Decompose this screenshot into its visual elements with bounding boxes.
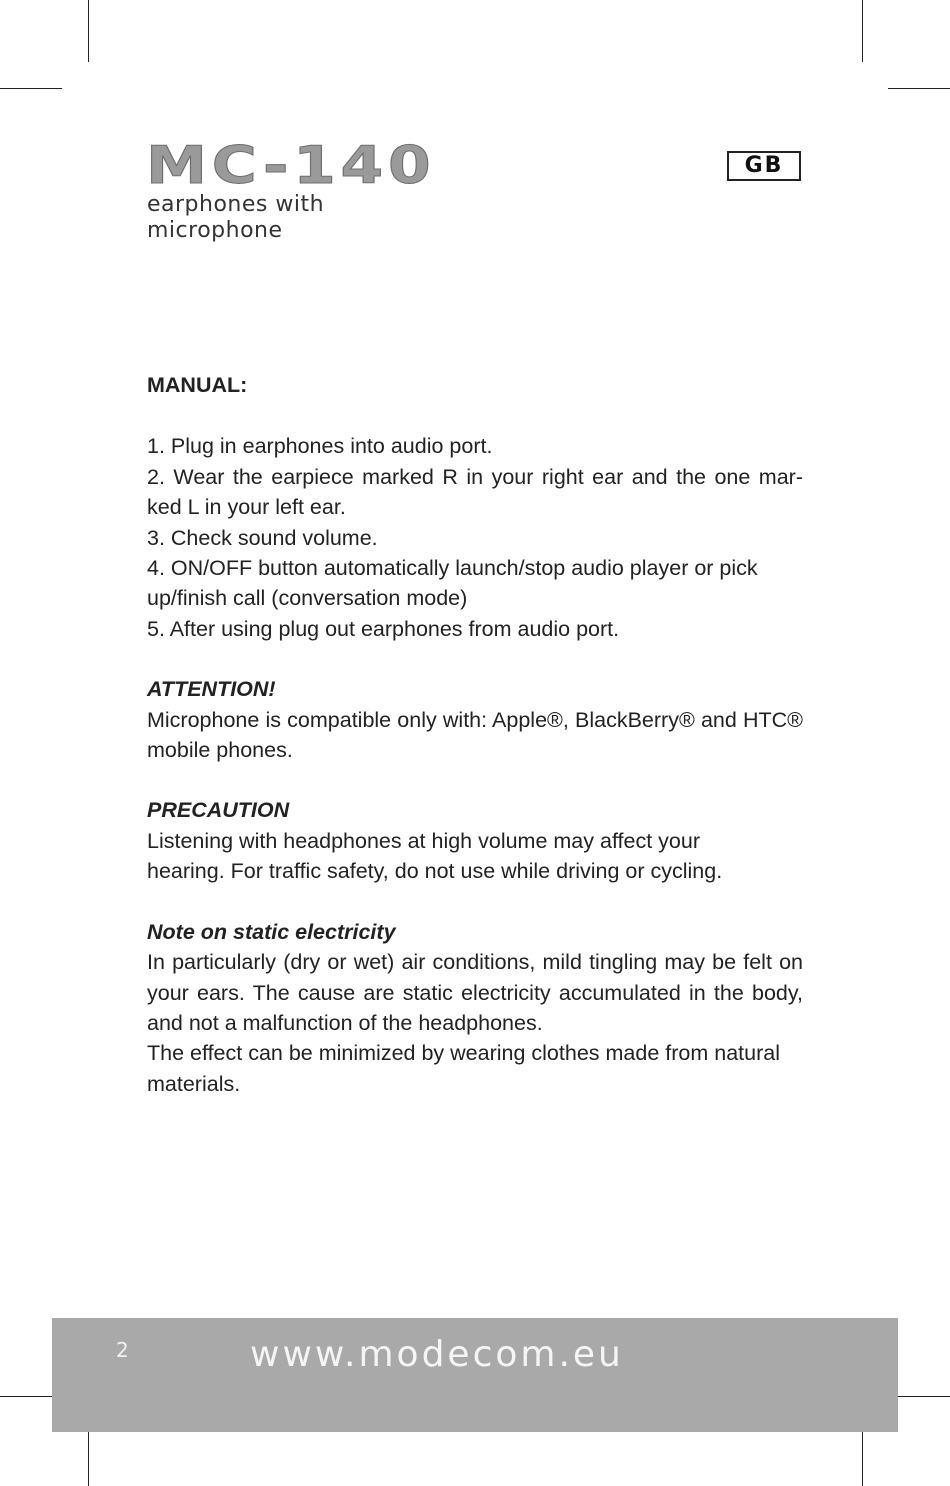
static-note-paragraph: In particularly (dry or wet) air conditions, mild tingling may be felt on your ears. The cause are static electricity accumulated in the body, and not a malfunction of the headphones. [147,950,803,1035]
static-note-paragraph: The effect can be minimized by wearing clothes made from natural materials. [147,1041,780,1096]
crop-mark [888,88,950,89]
attention-text: Microphone is compatible only with: Apple®, BlackBerry® and HTC® mobile phones. [147,707,803,763]
language-badge: GB [727,151,801,181]
attention-heading: ATTENTION! [147,677,276,702]
static-note-heading: Note on static electricity [147,919,396,944]
crop-mark [862,0,863,62]
crop-mark [88,0,89,62]
manual-heading: MANUAL: [147,373,248,397]
precaution-text: Listening with headphones at high volume may affect your hearing. For traffic safety, do not use while driving or cycling. [147,828,723,884]
manual-step: 3. Check sound volume. [147,525,378,550]
website-url[interactable]: www.modecom.eu [250,1334,624,1375]
crop-mark [0,88,62,89]
manual-step: 1. Plug in earphones into audio port. [147,434,493,459]
manual-content [147,370,803,1099]
product-subtitle: earphones with microphone [147,192,325,243]
page-number: 2 [116,1338,129,1362]
manual-step: 2. Wear the earpiece marked R in your right ear and the one mar-ked L in your left ear. [147,464,803,520]
precaution-heading: PRECAUTION [147,798,290,823]
product-title: MC-140 [146,136,436,196]
manual-step: 5. After using plug out earphones from audio port. [147,616,620,641]
manual-step: 4. ON/OFF button automatically launch/stop audio player or pick up/finish call (conversation mode) [147,556,758,611]
